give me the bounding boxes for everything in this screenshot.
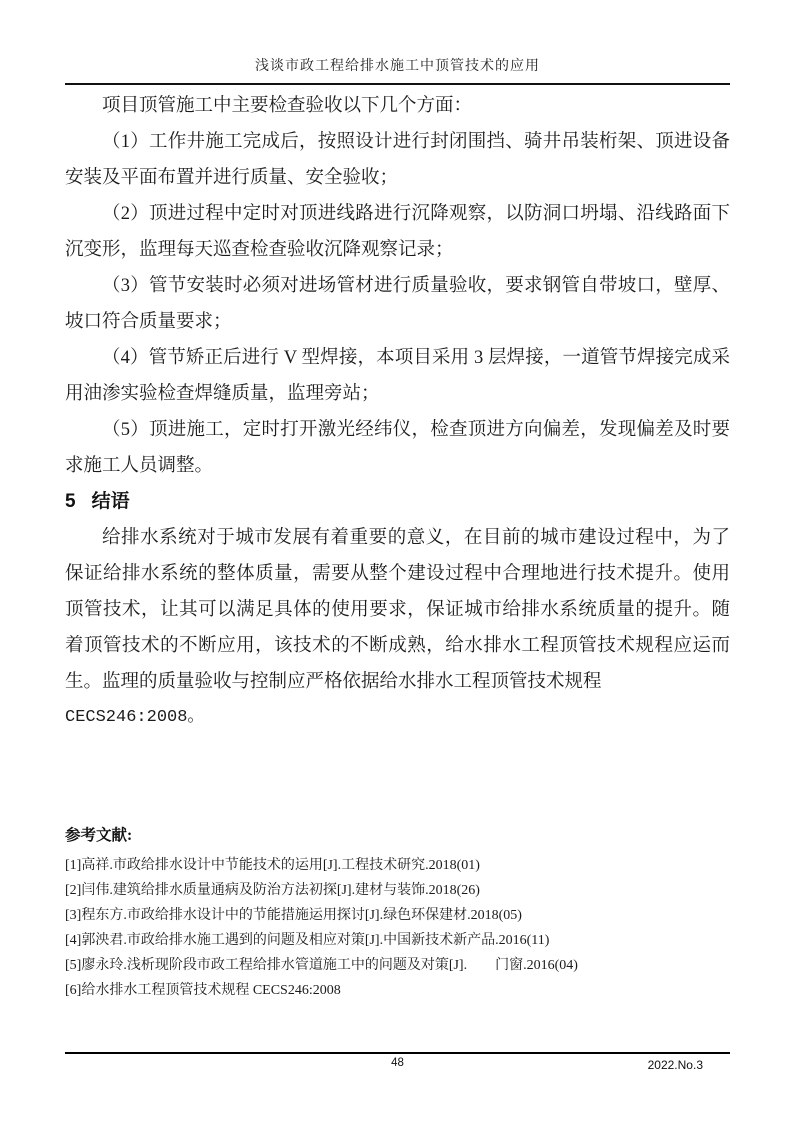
reference-item: [5]廖永玲.浅析现阶段市政工程给排水管道施工中的问题及对策[J]. 门窗.2016(04) — [65, 958, 578, 973]
references-section — [65, 824, 730, 1003]
conclusion-paragraph: 给排水系统对于城市发展有着重要的意义，在目前的城市建设过程中，为了保证给排水系统的整体质量，需要从整个建设过程中合理地进行技术提升。使用顶管技术，让其可以满足具体的使用要求，保证城市给排水系统质量的提升。随着顶管技术的不断应用，该技术的不断成熟，给水排水工程顶管技术规程应运而生。监理的质量验收与控制应严格依据给水排水工程顶管技术规程 — [65, 528, 730, 692]
running-header-title: 浅谈市政工程给排水施工中顶管技术的应用 — [255, 59, 540, 74]
references-heading: 参考文献: — [65, 827, 133, 844]
running-header — [65, 0, 730, 85]
page-footer — [65, 1052, 730, 1075]
checklist-item-2: （2）顶进过程中定时对顶进线路进行沉降观察，以防洞口坍塌、沿线路面下沉变形，监理每天巡查检查验收沉降观察记录； — [65, 204, 730, 260]
reference-item: [6]给水排水工程顶管技术规程 CECS246:2008 — [65, 983, 341, 998]
reference-item: [4]郭泱君.市政给排水施工遇到的问题及相应对策[J].中国新技术新产品.2016(11) — [65, 933, 550, 948]
reference-item: [3]程东方.市政给排水设计中的节能措施运用探讨[J].绿色环保建材.2018(05) — [65, 908, 522, 923]
section-number: 5 — [65, 491, 76, 512]
conclusion-code-line: CECS246:2008。 — [65, 708, 205, 727]
page-content — [65, 0, 730, 1003]
references-list — [65, 853, 730, 1003]
checklist-item-4: （4）管节矫正后进行 V 型焊接，本项目采用 3 层焊接，一道管节焊接完成采用油渗实验检查焊缝质量，监理旁站； — [65, 348, 730, 404]
body-text — [65, 88, 730, 736]
section-title: 结语 — [91, 491, 130, 512]
section-heading-conclusion — [65, 484, 730, 520]
footer-row — [65, 1057, 730, 1075]
intro-paragraph: 项目顶管施工中主要检查验收以下几个方面： — [102, 96, 473, 116]
reference-item: [2]闫伟.建筑给排水质量通病及防治方法初探[J].建材与装饰.2018(26) — [65, 883, 480, 898]
checklist-item-1: （1）工作井施工完成后，按照设计进行封闭围挡、骑井吊装桁架、顶进设备安装及平面布置并进行质量、安全验收； — [65, 132, 730, 188]
checklist-item-3: （3）管节安装时必须对进场管材进行质量验收，要求钢管自带坡口，壁厚、坡口符合质量要求； — [65, 276, 730, 332]
checklist-item-5: （5）顶进施工，定时打开激光经纬仪，检查顶进方向偏差，发现偏差及时要求施工人员调整。 — [65, 420, 730, 476]
issue-number: 2022.No.3 — [647, 1058, 703, 1072]
reference-item: [1]高祥.市政给排水设计中节能技术的运用[J].工程技术研究.2018(01) — [65, 858, 480, 873]
page-number: 48 — [391, 1057, 404, 1069]
